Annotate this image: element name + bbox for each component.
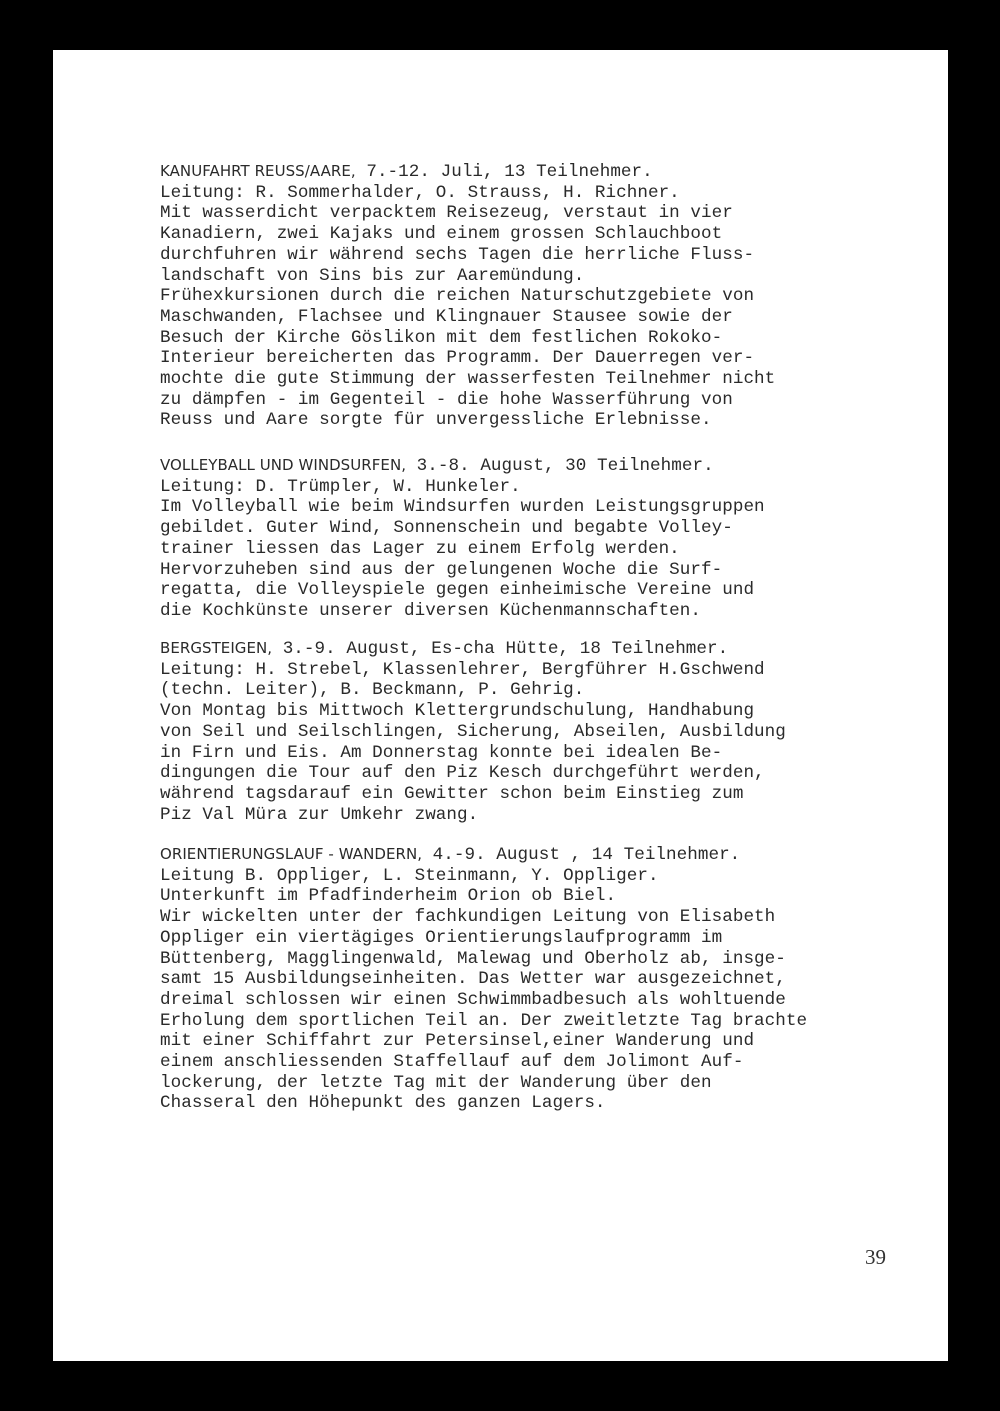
- text-line: Leitung: R. Sommerhalder, O. Strauss, H. Richner.: [160, 182, 680, 203]
- heading-title: BERGSTEIGEN,: [160, 639, 273, 657]
- text-line: Leitung: D. Trümpler, W. Hunkeler.: [160, 476, 521, 497]
- text-line: gebildet. Guter Wind, Sonnenschein und begabte Volley-: [160, 518, 733, 539]
- heading-details: 7.-12. Juli, 13 Teilnehmer.: [355, 162, 653, 182]
- text-line: Oppliger ein viertägiges Orientierungslaufprogramm im: [160, 927, 723, 948]
- section-heading: [160, 455, 890, 477]
- text-line: Maschwanden, Flachsee und Klingnauer Stausee sowie der: [160, 306, 733, 327]
- section-heading: [160, 844, 890, 866]
- text-line: einem anschliessenden Staffellauf auf dem Jolimont Auf-: [160, 1052, 744, 1073]
- text-line: samt 15 Ausbildungseinheiten. Das Wetter war ausgezeichnet,: [160, 969, 786, 990]
- section-volleyball-windsurfen: [160, 455, 890, 622]
- text-line: Hervorzuheben sind aus der gelungenen Woche die Surf-: [160, 559, 723, 580]
- text-line: dingungen die Tour auf den Piz Kesch durchgeführt werden,: [160, 763, 765, 784]
- heading-details: 3.-8. August, 30 Teilnehmer.: [406, 456, 714, 476]
- section-heading: [160, 161, 890, 183]
- text-line: lockerung, der letzte Tag mit der Wanderung über den: [160, 1072, 712, 1093]
- section-kanufahrt: [160, 161, 890, 431]
- text-line: durchfuhren wir während sechs Tagen die herrliche Fluss-: [160, 244, 755, 265]
- text-line: Mit wasserdicht verpacktem Reisezeug, verstaut in vier: [160, 203, 733, 224]
- text-line: (techn. Leiter), B. Beckmann, P. Gehrig.: [160, 680, 585, 701]
- text-line: mochte die gute Stimmung der wasserfesten Teilnehmer nicht: [160, 369, 776, 390]
- text-line: Im Volleyball wie beim Windsurfen wurden Leistungsgruppen: [160, 497, 765, 518]
- text-line: Leitung: H. Strebel, Klassenlehrer, Bergführer H.Gschwend: [160, 659, 765, 680]
- section-orientierungslauf-wandern: [160, 844, 890, 1114]
- text-line: landschaft von Sins bis zur Aaremündung.: [160, 265, 585, 286]
- section-heading: [160, 638, 890, 660]
- page-number: 39: [865, 1245, 886, 1269]
- text-line: Erholung dem sportlichen Teil an. Der zweitletzte Tag brachte: [160, 1010, 808, 1031]
- heading-title: VOLLEYBALL UND WINDSURFEN,: [160, 456, 407, 474]
- text-line: Von Montag bis Mittwoch Klettergrundschulung, Handhabung: [160, 701, 755, 722]
- text-line: Frühexkursionen durch die reichen Naturschutzgebiete von: [160, 286, 755, 307]
- text-line: während tagsdarauf ein Gewitter schon beim Einstieg zum: [160, 783, 744, 804]
- text-line: Piz Val Müra zur Umkehr zwang.: [160, 804, 479, 825]
- text-line: von Seil und Seilschlingen, Sicherung, Abseilen, Ausbildung: [160, 721, 786, 742]
- heading-details: 3.-9. August, Es-cha Hütte, 18 Teilnehmer.: [272, 639, 729, 659]
- text-line: Reuss und Aare sorgte für unvergessliche Erlebnisse.: [160, 410, 712, 431]
- heading-details: 4.-9. August , 14 Teilnehmer.: [422, 845, 741, 865]
- section-bergsteigen: [160, 638, 890, 825]
- text-line: Unterkunft im Pfadfinderheim Orion ob Biel.: [160, 886, 617, 907]
- text-line: Chasseral den Höhepunkt des ganzen Lagers.: [160, 1093, 606, 1114]
- heading-title: KANUFAHRT REUSS/AARE,: [160, 162, 356, 180]
- text-line: Interieur bereicherten das Programm. Der Dauerregen ver-: [160, 348, 755, 369]
- text-line: Wir wickelten unter der fachkundigen Leitung von Elisabeth: [160, 907, 776, 928]
- text-line: mit einer Schiffahrt zur Petersinsel,einer Wanderung und: [160, 1031, 755, 1052]
- heading-title: ORIENTIERUNGSLAUF - WANDERN,: [160, 845, 423, 863]
- text-line: dreimal schlossen wir einen Schwimmbadbesuch als wohltuende: [160, 989, 786, 1010]
- text-line: in Firn und Eis. Am Donnerstag konnte bei idealen Be-: [160, 742, 723, 763]
- text-line: zu dämpfen - im Gegenteil - die hohe Wasserführung von: [160, 389, 733, 410]
- text-line: trainer liessen das Lager zu einem Erfolg werden.: [160, 538, 680, 559]
- text-line: Besuch der Kirche Göslikon mit dem festlichen Rokoko-: [160, 327, 723, 348]
- text-line: die Kochkünste unserer diversen Küchenmannschaften.: [160, 600, 702, 621]
- text-line: Leitung B. Oppliger, L. Steinmann, Y. Oppliger.: [160, 865, 659, 886]
- text-line: Büttenberg, Magglingenwald, Malewag und Oberholz ab, insge-: [160, 948, 786, 969]
- text-line: Kanadiern, zwei Kajaks und einem grossen Schlauchboot: [160, 224, 723, 245]
- document-page: [53, 50, 948, 1361]
- text-line: regatta, die Volleyspiele gegen einheimische Vereine und: [160, 580, 755, 601]
